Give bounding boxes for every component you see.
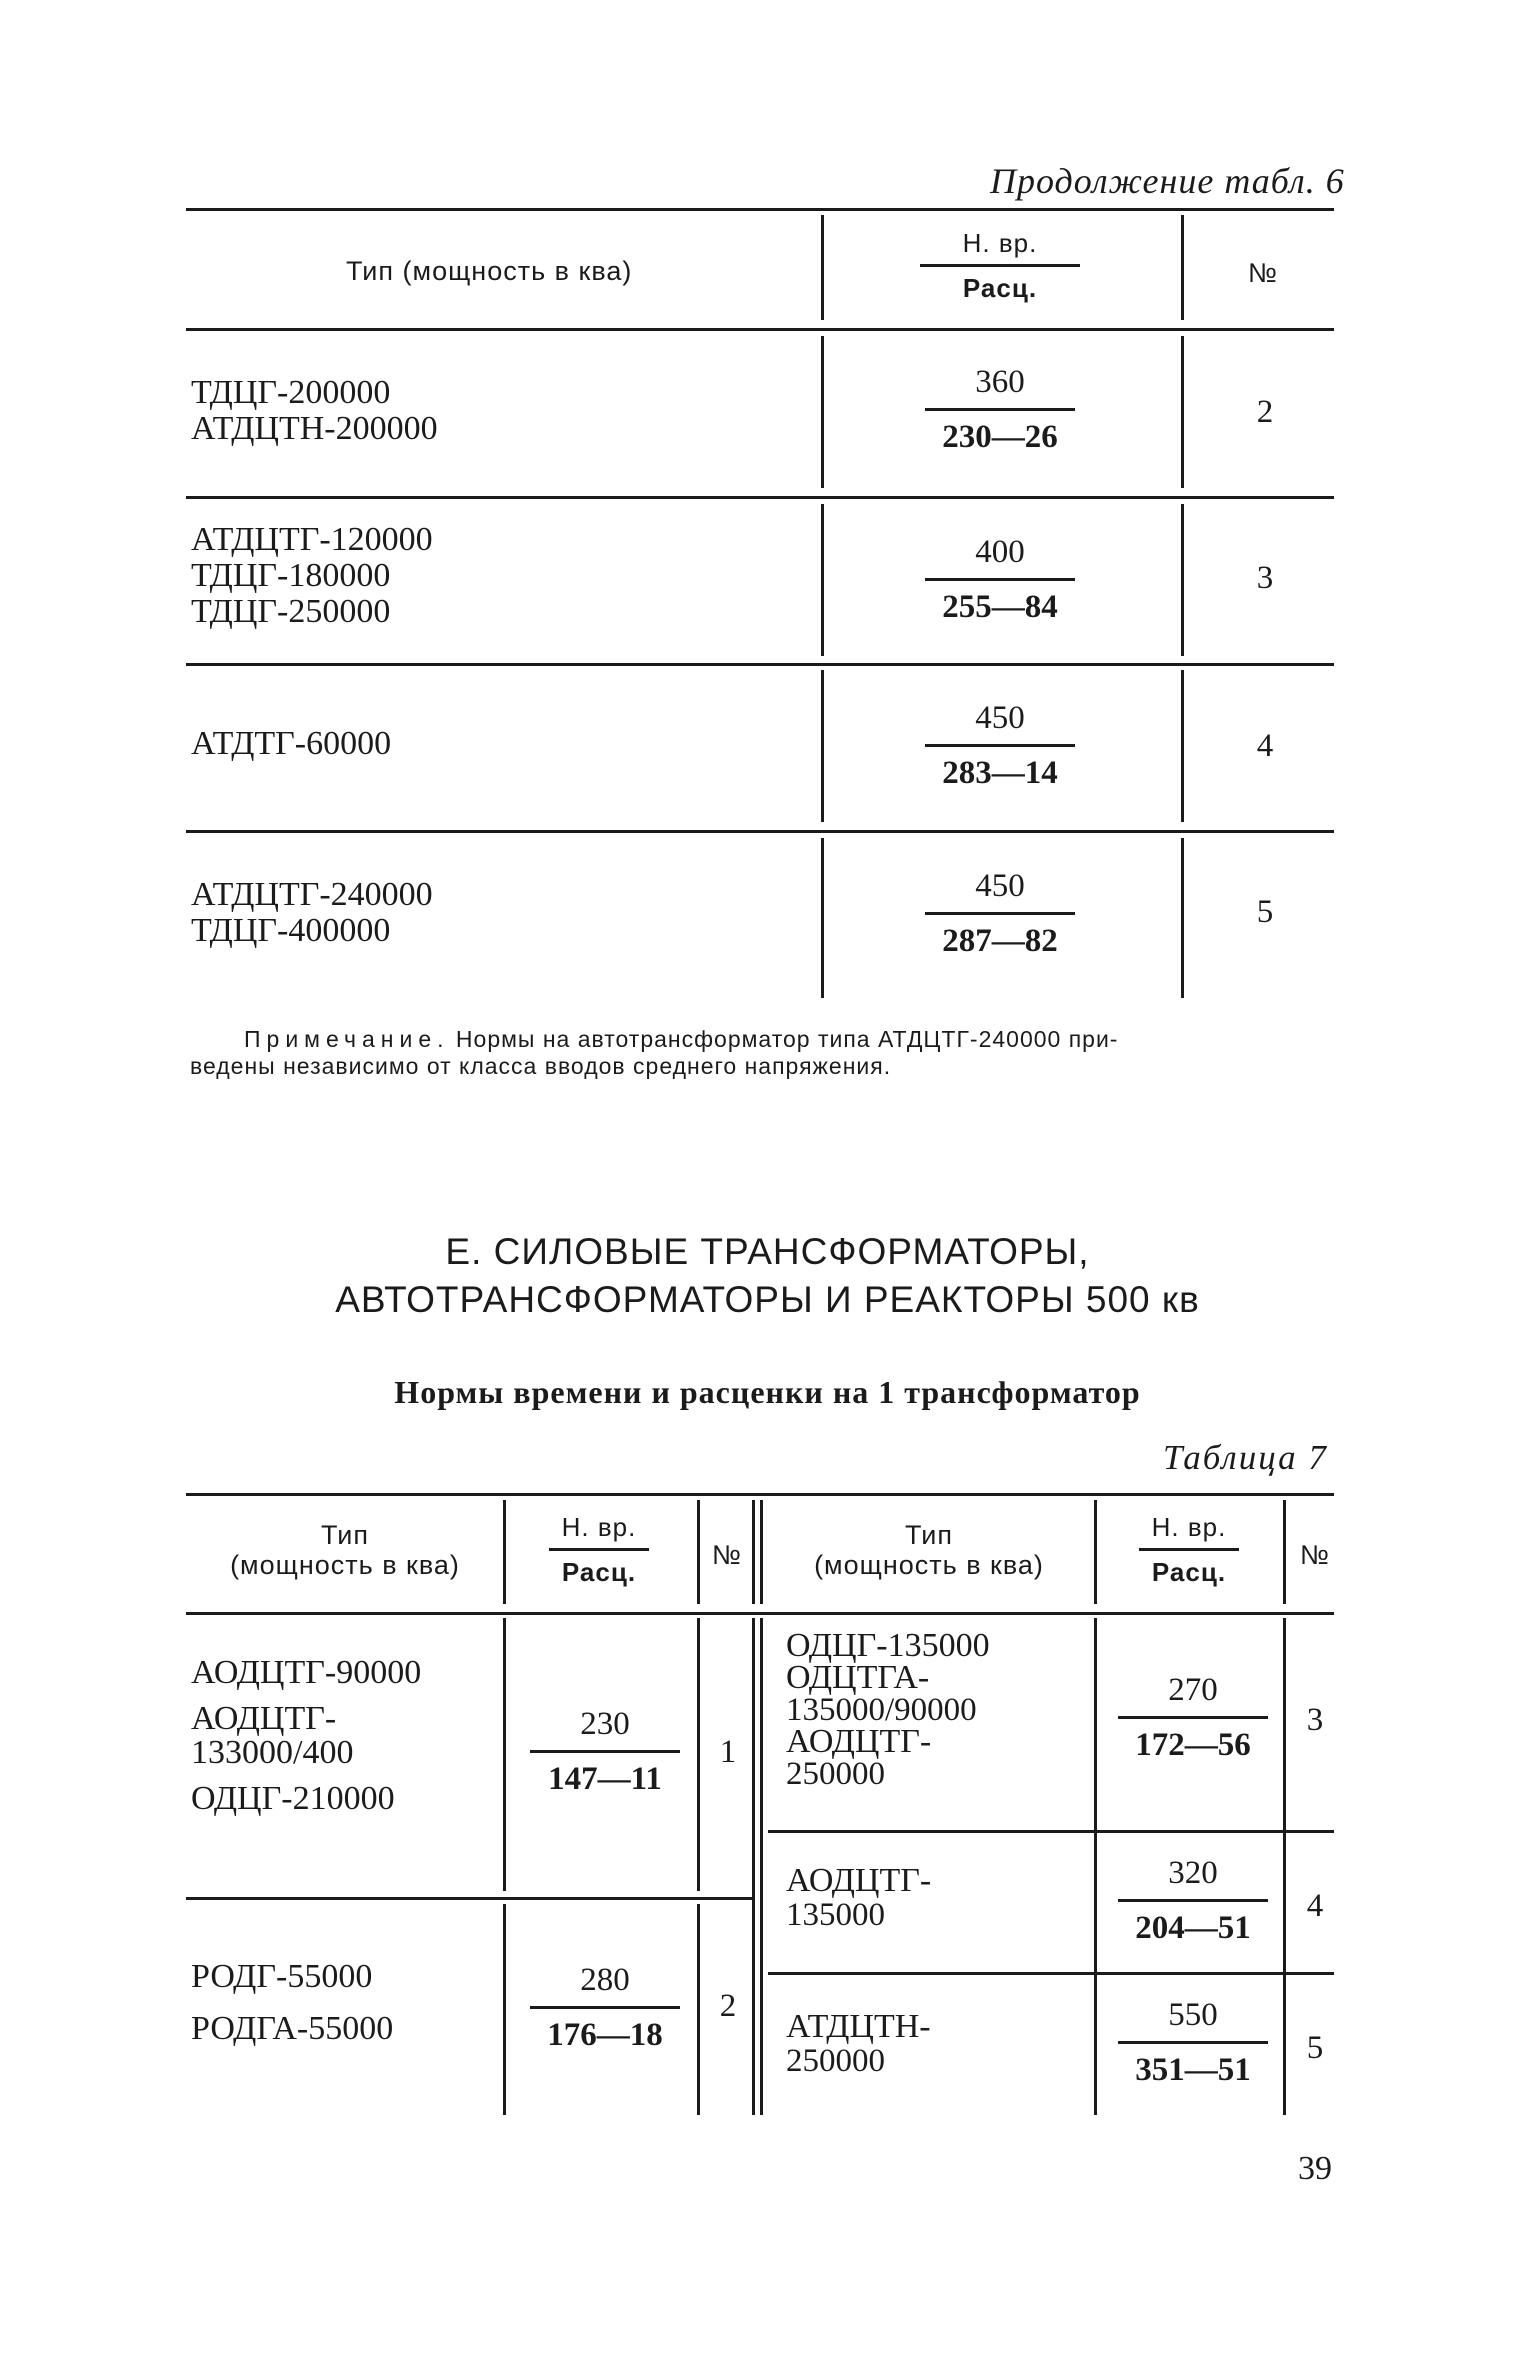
table6-row-fraction (925, 868, 1075, 959)
header-type-line2: (мощность в ква) (230, 1550, 460, 1580)
table7-left-row-fraction (530, 1962, 680, 2053)
header-nvr: Н. вр. (1151, 1512, 1227, 1542)
type-name: АОДЦТГ- (786, 1723, 932, 1760)
table7-left-row-types (191, 1960, 393, 2046)
table7-header-nvr-rasc-right (1135, 1512, 1243, 1587)
rasc-value: 351—51 (1135, 2052, 1251, 2088)
rasc-value: 287—82 (942, 923, 1058, 959)
table7-right-row-fraction (1118, 1997, 1268, 2088)
table7-left-row-no: 1 (719, 1734, 737, 1770)
table6-header-no: № (1248, 258, 1278, 288)
header-nvr: Н. вр. (561, 1512, 637, 1542)
table6-note (190, 1026, 1340, 1080)
type-name: АТДЦТГ-120000 (191, 521, 433, 558)
type-name: 133000/400 (191, 1734, 354, 1771)
table6-header-rasc: Расц. (962, 273, 1038, 303)
type-name: АОДЦТГ- (191, 1700, 337, 1737)
table6-row-no: 5 (1256, 894, 1274, 930)
type-name: ТДЦГ-400000 (191, 912, 391, 949)
table6-row-no: 4 (1256, 728, 1274, 764)
table7-right-row-types (786, 1627, 990, 1792)
type-name: ОДЦГ-135000 (786, 1627, 990, 1664)
table7-header-no-right: № (1300, 1540, 1330, 1570)
table7-header-no-left: № (712, 1540, 742, 1570)
table6-header-type: Тип (мощность в ква) (346, 256, 633, 286)
nvr-value: 280 (580, 1962, 630, 1998)
table6-row-fraction (925, 364, 1075, 455)
table6-row-fraction (925, 534, 1075, 625)
header-rasc: Расц. (561, 1557, 637, 1587)
note-prefix: Примечание. (244, 1026, 450, 1052)
nvr-value: 450 (975, 700, 1025, 736)
table6-row-fraction (925, 700, 1075, 791)
table7-header-nvr-rasc-left (545, 1512, 653, 1587)
table6-row-no: 3 (1256, 560, 1274, 596)
table7-left-row-no: 2 (719, 1988, 737, 2024)
table7-header-type-left (190, 1520, 500, 1580)
rasc-value: 255—84 (942, 589, 1058, 625)
table7-right-row-types (786, 2010, 931, 2078)
table7-right-row-fraction (1118, 1855, 1268, 1946)
page-number: 39 (1298, 2150, 1332, 2187)
type-name: ТДЦГ-180000 (191, 557, 391, 594)
table7-right-row-no: 3 (1306, 1702, 1324, 1738)
type-name: АТДТГ-60000 (191, 725, 392, 762)
table6-header-nvr-rasc (920, 228, 1080, 303)
section-title (0, 1228, 1535, 1324)
rasc-value: 176—18 (547, 2017, 663, 2053)
header-rasc: Расц. (1151, 1557, 1227, 1587)
header-type-line1: Тип (320, 1520, 369, 1550)
table6-header-nvr: Н. вр. (962, 228, 1038, 258)
table7-label: Таблица 7 (1163, 1438, 1328, 1477)
type-name: РОДГ-55000 (191, 1958, 373, 1995)
type-name: АТДЦТГ-240000 (191, 876, 433, 913)
note-line1: Нормы на автотрансформатор типа АТДЦТГ-240000 при- (455, 1026, 1119, 1052)
table7-right-row-no: 5 (1306, 2030, 1324, 2066)
type-name: 250000 (786, 1756, 885, 1792)
nvr-value: 270 (1168, 1672, 1218, 1708)
type-name: ОДЦТГА- (786, 1659, 930, 1696)
table7-right-row-types (786, 1864, 931, 1932)
nvr-value: 450 (975, 868, 1025, 904)
note-line2: ведены независимо от класса вводов среднего напряжения. (190, 1053, 892, 1079)
table6-row-types (191, 522, 433, 630)
header-type-line2: (мощность в ква) (814, 1550, 1044, 1580)
nvr-value: 400 (975, 534, 1025, 570)
table6-row-types (191, 877, 433, 949)
table6-row-types (191, 375, 438, 447)
rasc-value: 230—26 (942, 419, 1058, 455)
table7-left-row-fraction (530, 1706, 680, 1797)
rasc-value: 204—51 (1135, 1910, 1251, 1946)
type-name: РОДГА-55000 (191, 2010, 394, 2047)
rasc-value: 283—14 (942, 755, 1058, 791)
type-name: АОДЦТГ- (786, 1862, 932, 1899)
continuation-label: Продолжение табл. 6 (990, 161, 1345, 201)
section-subtitle: Нормы времени и расценки на 1 трансформатор (394, 1374, 1141, 1410)
table7-right-row-no: 4 (1306, 1888, 1324, 1924)
table7-right-row-fraction (1118, 1672, 1268, 1763)
type-name: АТДЦТН-200000 (191, 410, 438, 447)
type-name: АТДЦТН- (786, 2008, 931, 2045)
type-name: 250000 (786, 2043, 885, 2079)
nvr-value: 360 (975, 364, 1025, 400)
nvr-value: 230 (580, 1706, 630, 1742)
nvr-value: 320 (1168, 1855, 1218, 1891)
type-name: ОДЦГ-210000 (191, 1780, 395, 1817)
type-name: АОДЦТГ-90000 (191, 1654, 422, 1691)
rasc-value: 172—56 (1135, 1727, 1251, 1763)
table7-header-type-right (770, 1520, 1088, 1580)
section-title-line1: Е. СИЛОВЫЕ ТРАНСФОРМАТОРЫ, (445, 1231, 1090, 1272)
header-type-line1: Тип (904, 1520, 953, 1550)
rasc-value: 147—11 (548, 1761, 662, 1797)
type-name: 135000 (786, 1897, 885, 1933)
table6-row-types (191, 726, 391, 762)
type-name: ТДЦГ-250000 (191, 593, 391, 630)
nvr-value: 550 (1168, 1997, 1218, 2033)
table7-left-row-types (191, 1656, 421, 1816)
table6-row-no: 2 (1256, 394, 1274, 430)
type-name: 135000/90000 (786, 1692, 977, 1728)
section-title-line2: АВТОТРАНСФОРМАТОРЫ И РЕАКТОРЫ 500 кв (335, 1279, 1200, 1320)
type-name: ТДЦГ-200000 (191, 374, 391, 411)
